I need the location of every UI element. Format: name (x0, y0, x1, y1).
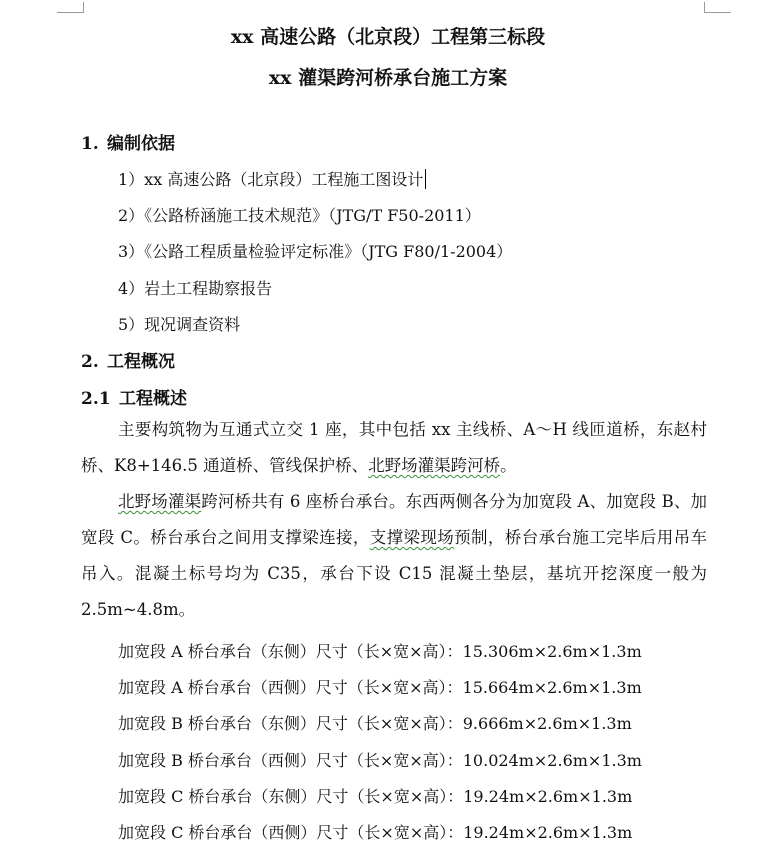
dimension-line-a-west: 加宽段 A 桥台承台（西侧）尺寸（长×宽×高）：15.664m×2.6m×1.3m (118, 678, 642, 697)
spellcheck-underline: 北野场灌渠 (118, 492, 202, 511)
spellcheck-underline: 北野场灌渠跨河桥 (368, 456, 501, 475)
subsection-number: 2.1 (81, 389, 111, 409)
basis-item-5: 5）现况调查资料 (118, 315, 241, 334)
dimension-line-b-east: 加宽段 B 桥台承台（东侧）尺寸（长×宽×高）：9.666m×2.6m×1.3m (118, 714, 632, 733)
dimension-line-b-west: 加宽段 B 桥台承台（西侧）尺寸（长×宽×高）：10.024m×2.6m×1.3m (118, 751, 642, 770)
section-title: 工程概况 (107, 352, 175, 372)
subsection-heading-summary (81, 384, 187, 409)
spellcheck-underline: 支撑梁现场 (369, 528, 455, 547)
basis-item-2: 2）《公路桥涵施工技术规范》（JTG/T F50-2011） (118, 206, 481, 225)
margin-corner-mark-left (57, 2, 84, 13)
section-heading-overview (81, 347, 175, 372)
dimension-line-c-west: 加宽段 C 桥台承台（西侧）尺寸（长×宽×高）：19.24m×2.6m×1.3m (118, 823, 633, 842)
section-number: 2. (81, 352, 99, 372)
subsection-title: 工程概述 (119, 389, 187, 409)
overview-paragraph-1: 主要构筑物为互通式立交 1 座，其中包括 xx 主线桥、A～H 线匝道桥，东赵村桥、K8+146.5 通道桥、管线保护桥、北野场灌渠跨河桥。 (81, 420, 707, 475)
section-heading-basis (81, 129, 175, 154)
document-title-line1: xx 高速公路（北京段）工程第三标段 (230, 26, 546, 48)
text-cursor (425, 169, 426, 189)
overview-paragraph-2: 北野场灌渠跨河桥共有 6 座桥台承台。东西两侧各分为加宽段 A、加宽段 B、加宽段 C。桥台承台之间用支撑梁连接，支撑梁现场预制，桥台承台施工完毕后用吊车吊入。混凝土标号均为 C35，承台下设 C15 混凝土垫层，基坑开挖深度一般为 2.5m~4.8m。 (81, 492, 708, 619)
document-title-line2: xx 灌渠跨河桥承台施工方案 (268, 67, 508, 89)
section-title: 编制依据 (107, 134, 175, 154)
basis-item-1: 1）xx 高速公路（北京段）工程施工图设计 (118, 167, 426, 190)
basis-item-3: 3）《公路工程质量检验评定标准》（JTG F80/1-2004） (118, 242, 513, 261)
dimension-line-a-east: 加宽段 A 桥台承台（东侧）尺寸（长×宽×高）：15.306m×2.6m×1.3m (118, 642, 642, 661)
dimension-line-c-east: 加宽段 C 桥台承台（东侧）尺寸（长×宽×高）：19.24m×2.6m×1.3m (118, 787, 633, 806)
section-number: 1. (81, 134, 99, 154)
basis-item-4: 4）岩土工程勘察报告 (118, 279, 273, 298)
margin-corner-mark-right (704, 2, 731, 13)
